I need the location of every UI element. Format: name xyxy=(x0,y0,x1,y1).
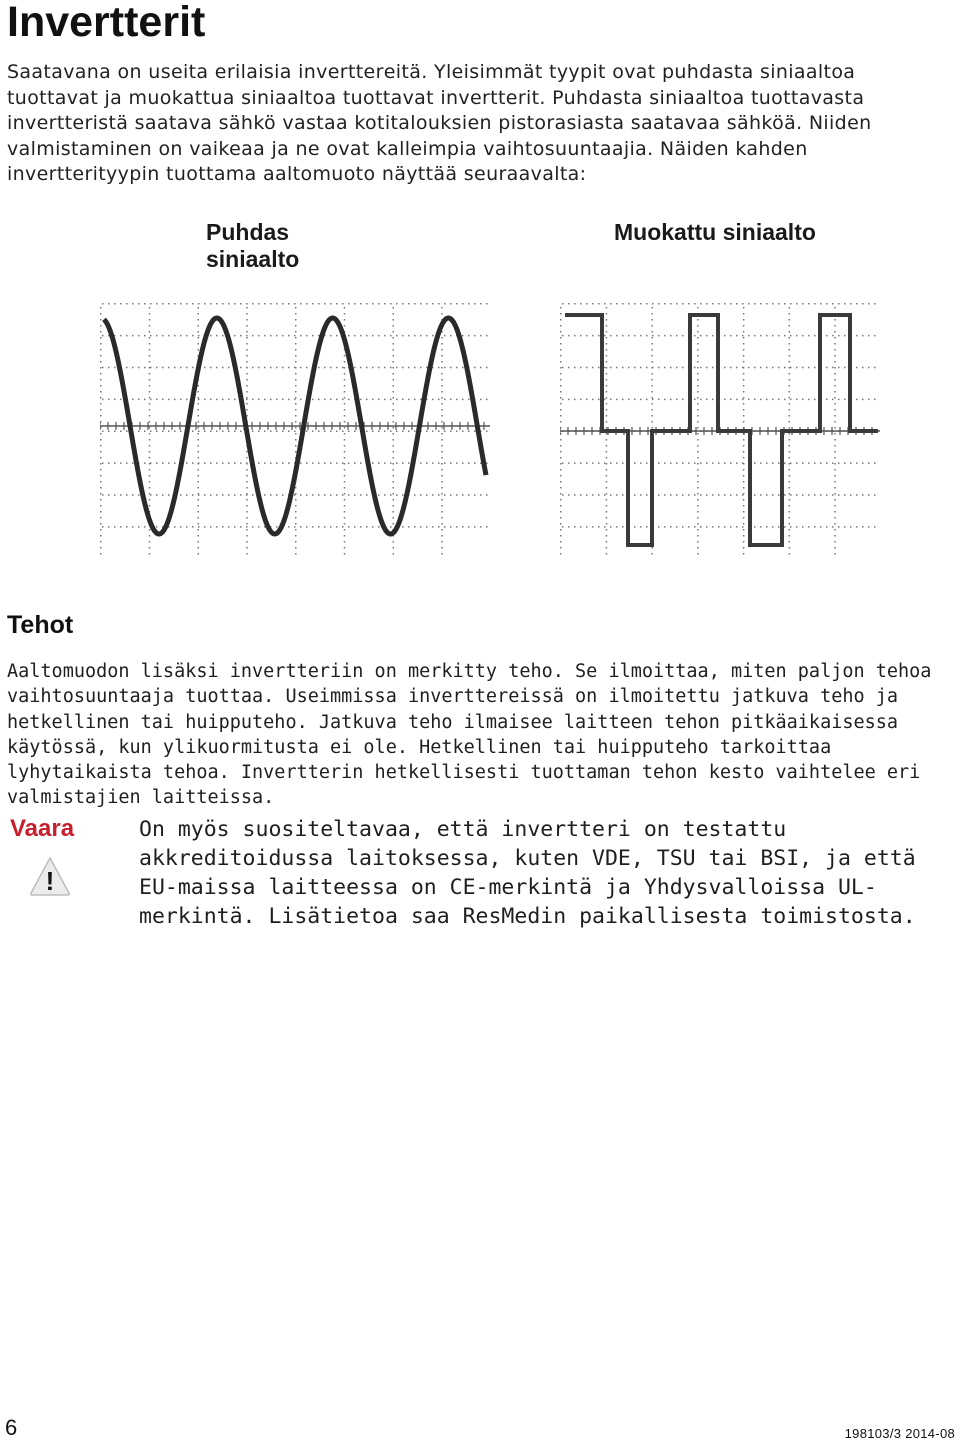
pure-sine-grid xyxy=(100,303,490,558)
power-section-text: Aaltomuodon lisäksi invertteriin on merkitty teho. Se ilmoittaa, miten paljon tehoa vaihtosuuntaaja tuottaa. Useimmissa invertterеissä on ilmoitettu jatkuva teho ja hetkellinen tai huipputeho. Jatkuva teho ilmaisee laitteen tehon pitkäaikaisessa käytössä, kun ylikuormitusta ei ole. Hetkellinen tai huipputeho tarkoittaa lyhytaikaista tehoa. Invertterin hetkellisesti tuottaman tehon kesto vaihtelee eri valmistajien laitteissa. xyxy=(7,661,932,809)
warning-text: On myös suositeltavaa, että invertteri on testattu akkreditoidussa laitoksessa, kuten VDE, TSU tai BSI, ja että EU-maissa laitteessa on CE-merkintä ja Yhdysvalloissa UL-merkintä. Lisätietoa saa ResMedin paikallisesta toimistosta. xyxy=(139,817,916,929)
document-code: 198103/3 2014-08 xyxy=(844,1426,955,1441)
intro-paragraph: Saatavana on useita erilaisia invertterеitä. Yleisimmät tyypit ovat puhdasta siniaaltoa tuottavat ja muokattua siniaaltoa tuottavat invertterit. Puhdasta siniaaltoa tuottavasta invertteristä saatava sähkö vastaa kotitalouksien pistorasiasta saatavaa sähköä. Niiden valmistaminen on vaikeaa ja ne ovat kalleimpia vaihtosuuntaajia. Näiden kahden invertterityypin tuottama aaltomuoto näyttää seuraavalta: xyxy=(7,61,872,185)
modified-sine-oscilloscope-image xyxy=(560,303,880,558)
modified-sine-waveform xyxy=(565,315,878,545)
page-title: Invertterit xyxy=(7,0,206,46)
page-number: 6 xyxy=(5,1415,18,1440)
pure-sine-label: Puhdas siniaalto xyxy=(206,219,300,272)
svg-text:!: ! xyxy=(45,866,55,896)
power-section-heading: Tehot xyxy=(7,611,74,639)
pure-sine-oscilloscope-image xyxy=(100,303,490,558)
warning-label: Vaara xyxy=(10,815,75,842)
warning-triangle-icon xyxy=(29,855,71,897)
modified-sine-label: Muokattu siniaalto xyxy=(614,219,816,245)
